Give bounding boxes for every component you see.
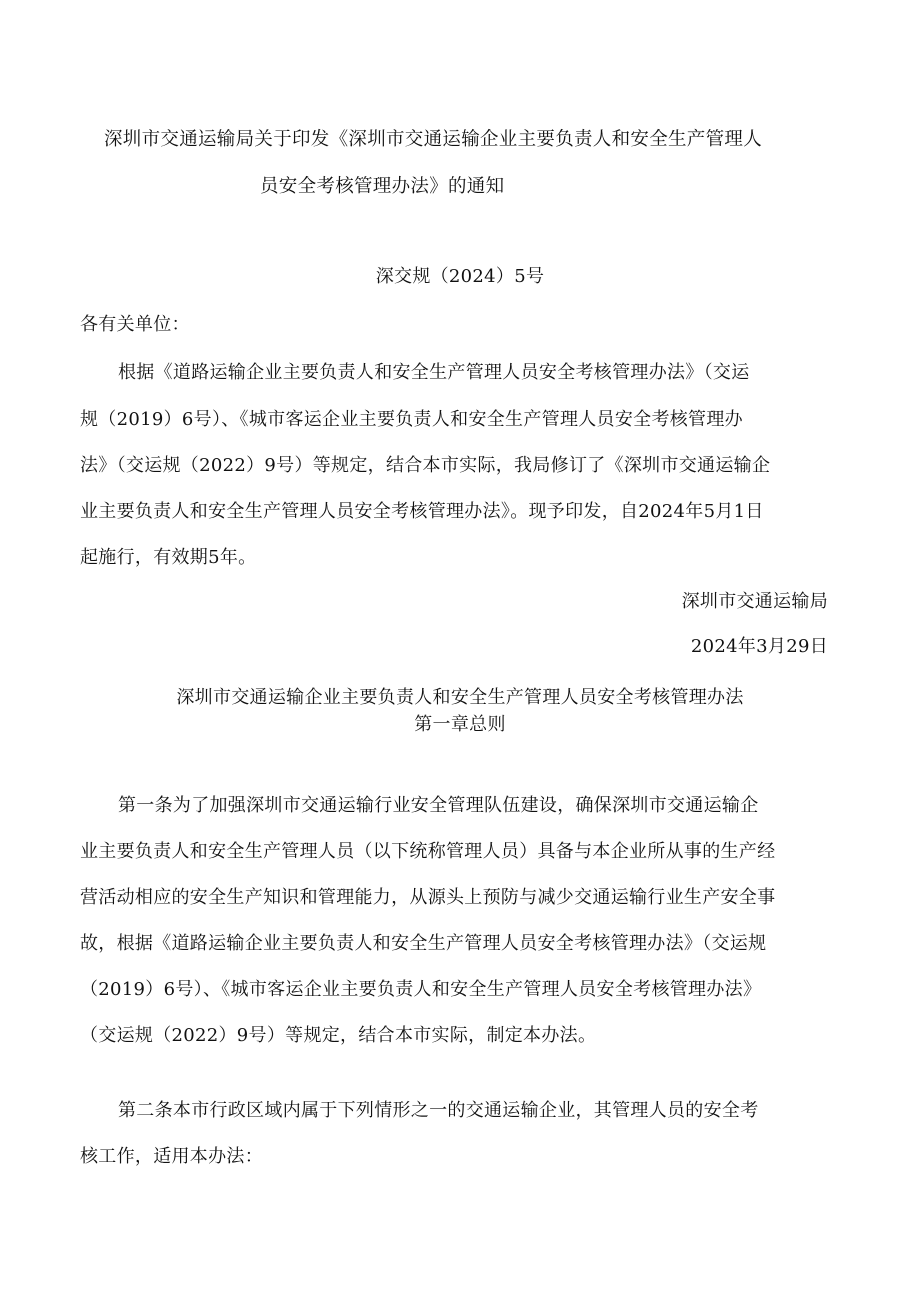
document-number: 深交规（2024）5号 [375, 266, 545, 287]
notice-body-line: 法》（交运规（2022）9号）等规定，结合本市实际，我局修订了《深圳市交通运输企 [80, 455, 771, 476]
article-2-line: 第二条本市行政区域内属于下列情形之一的交通运输企业，其管理人员的安全考 [118, 1100, 759, 1121]
signature-org: 深圳市交通运输局 [681, 591, 828, 612]
article-1-line: 业主要负责人和安全生产管理人员（以下统称管理人员）具备与本企业所从事的生产经 [80, 841, 776, 862]
article-1-line: （2019）6号）、《城市客运企业主要负责人和安全生产管理人员安全考核管理办法》 [80, 979, 762, 1000]
notice-body-line: 规（2019）6号）、《城市客运企业主要负责人和安全生产管理人员安全考核管理办 [80, 409, 743, 430]
chapter-heading: 第一章总则 [414, 714, 506, 735]
measures-title: 深圳市交通运输企业主要负责人和安全生产管理人员安全考核管理办法 [176, 687, 744, 708]
article-1-line: 营活动相应的安全生产知识和管理能力，从源头上预防与减少交通运输行业生产安全事 [80, 887, 776, 908]
article-2-line: 核工作，适用本办法： [80, 1146, 263, 1167]
signature-date: 2024年3月29日 [690, 636, 828, 657]
article-1-line: （交运规（2022）9号）等规定，结合本市实际，制定本办法。 [80, 1025, 597, 1046]
notice-body-line: 根据《道路运输企业主要负责人和安全生产管理人员安全考核管理办法》（交运 [118, 362, 750, 383]
notice-title-line-1: 深圳市交通运输局关于印发《深圳市交通运输企业主要负责人和安全生产管理人 [104, 129, 763, 150]
article-1-line: 第一条为了加强深圳市交通运输行业安全管理队伍建设，确保深圳市交通运输企 [118, 795, 759, 816]
article-1-line: 故，根据《道路运输企业主要负责人和安全生产管理人员安全考核管理办法》（交运规 [80, 933, 767, 954]
notice-body-line: 业主要负责人和安全生产管理人员安全考核管理办法》。现予印发，自2024年5月1日 [80, 501, 764, 522]
notice-title-line-2: 员安全考核管理办法》的通知 [260, 176, 505, 197]
notice-body-line: 起施行，有效期5年。 [80, 547, 257, 568]
salutation: 各有关单位： [80, 314, 190, 335]
